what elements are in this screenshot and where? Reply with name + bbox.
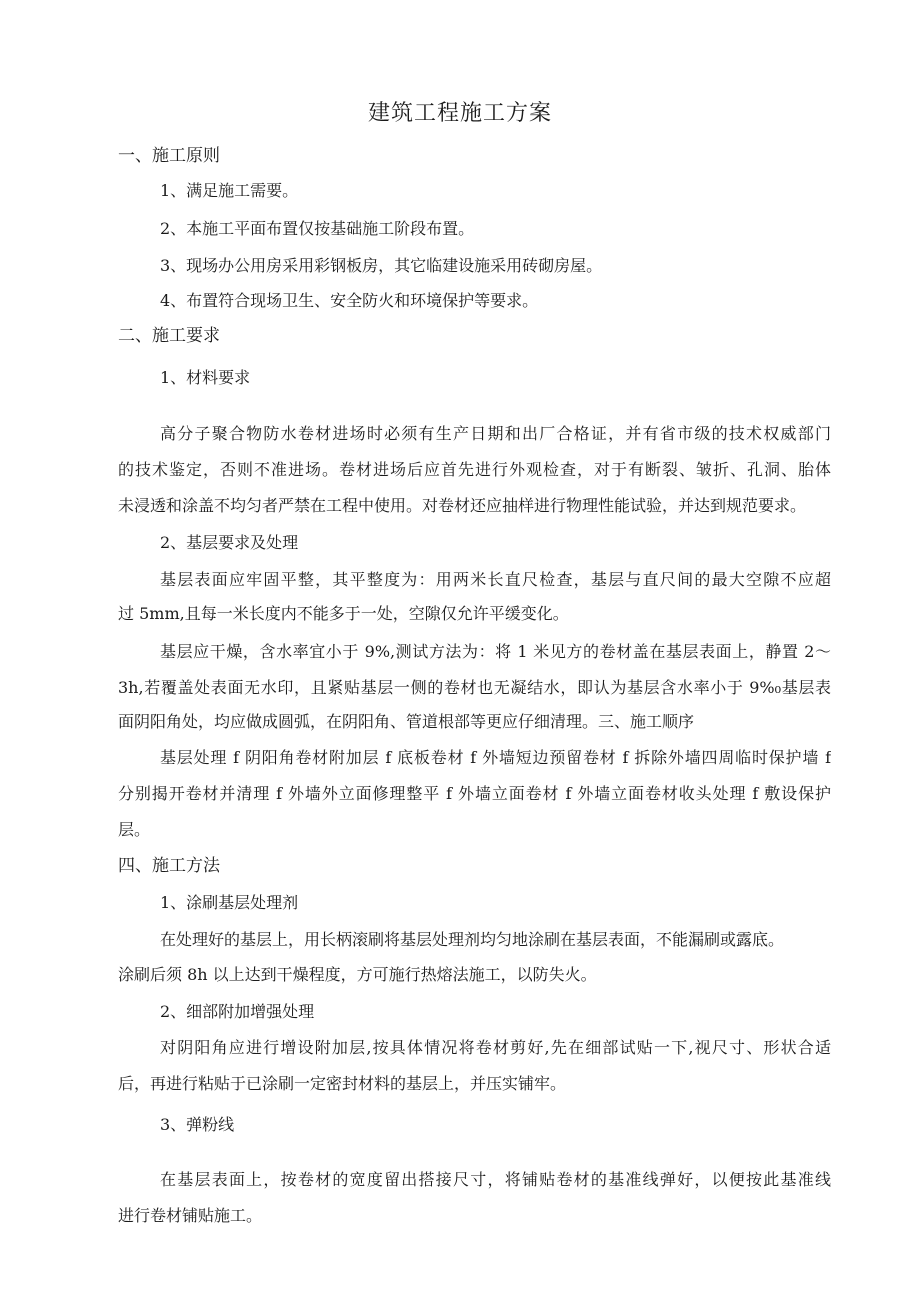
principle-item: 4、布置符合现场卫生、安全防火和环境保护等要求。: [160, 291, 539, 310]
paragraph-line: 的技术鉴定，否则不准进场。卷材进场后应首先进行外观检查，对于有断裂、皱折、孔洞、胎体: [118, 460, 831, 479]
paragraph-line: 进行卷材铺贴施工。: [118, 1206, 263, 1225]
paragraph-line: 过 5mm,且每一米长度内不能多于一处，空隙仅允许平缓变化。: [118, 604, 569, 623]
paragraph-line: 后，再进行粘贴于已涂刷一定密封材料的基层上，并压实铺牢。: [118, 1074, 567, 1093]
subheading-material-requirements: 1、材料要求: [160, 368, 251, 387]
paragraph-line: 在基层表面上，按卷材的宽度留出搭接尺寸，将铺贴卷材的基准线弹好，以便按此基准线: [160, 1170, 831, 1189]
paragraph-line: 高分子聚合物防水卷材进场时必须有生产日期和出厂合格证，并有省市级的技术权威部门: [160, 424, 831, 443]
paragraph-line: 面阴阳角处，均应做成圆弧，在阴阳角、管道根部等更应仔细清理。三、施工顺序: [118, 712, 695, 731]
page-title: 建筑工程施工方案: [367, 101, 552, 126]
paragraph-line: 涂刷后须 8h 以上达到干燥程度，方可施行热熔法施工，以防失火。: [118, 965, 597, 984]
section-heading-principles: 一、施工原则: [118, 146, 220, 166]
section-heading-requirements: 二、施工要求: [118, 326, 220, 346]
subheading-primer: 1、涂刷基层处理剂: [160, 893, 299, 912]
paragraph-line: 在处理好的基层上，用长柄滚刷将基层处理剂均匀地涂刷在基层表面，不能漏刷或露底。: [160, 930, 785, 949]
paragraph-line: 分别揭开卷材并清理 f 外墙外立面修理整平 f 外墙立面卷材 f 外墙立面卷材收头处理 f 敷设保护: [118, 784, 831, 803]
paragraph-line: 层。: [118, 820, 151, 839]
section-heading-methods: 四、施工方法: [118, 856, 220, 876]
paragraph-line: 对阴阳角应进行增设附加层,按具体情况将卷材剪好,先在细部试贴一下,视尺寸、形状合适: [160, 1038, 831, 1057]
subheading-base-layer: 2、基层要求及处理: [160, 533, 299, 552]
principle-item: 2、本施工平面布置仅按基础施工阶段布置。: [160, 219, 475, 238]
paragraph-line: 未浸透和涂盖不均匀者严禁在工程中使用。对卷材还应抽样进行物理性能试验，并达到规范要求。: [118, 496, 807, 515]
paragraph-line: 基层应干燥，含水率宜小于 9%,测试方法为：将 1 米见方的卷材盖在基层表面上，静置 2～: [160, 642, 831, 661]
paragraph-line: 基层表面应牢固平整，其平整度为：用两米长直尺检查，基层与直尺间的最大空隙不应超: [160, 570, 831, 589]
subheading-detail-reinforcement: 2、细部附加增强处理: [160, 1002, 315, 1021]
principle-item: 1、满足施工需要。: [160, 181, 299, 200]
paragraph-line: 基层处理 f 阴阳角卷材附加层 f 底板卷材 f 外墙短边预留卷材 f 拆除外墙四周临时保护墙 f: [160, 748, 831, 767]
principle-item: 3、现场办公用房采用彩钢板房，其它临建设施采用砖砌房屋。: [160, 256, 603, 275]
paragraph-line: 3h,若覆盖处表面无水印，且紧贴基层一侧的卷材也无凝结水，即认为基层含水率小于 9%₀基层表: [118, 678, 831, 697]
subheading-chalk-line: 3、弹粉线: [160, 1115, 235, 1134]
